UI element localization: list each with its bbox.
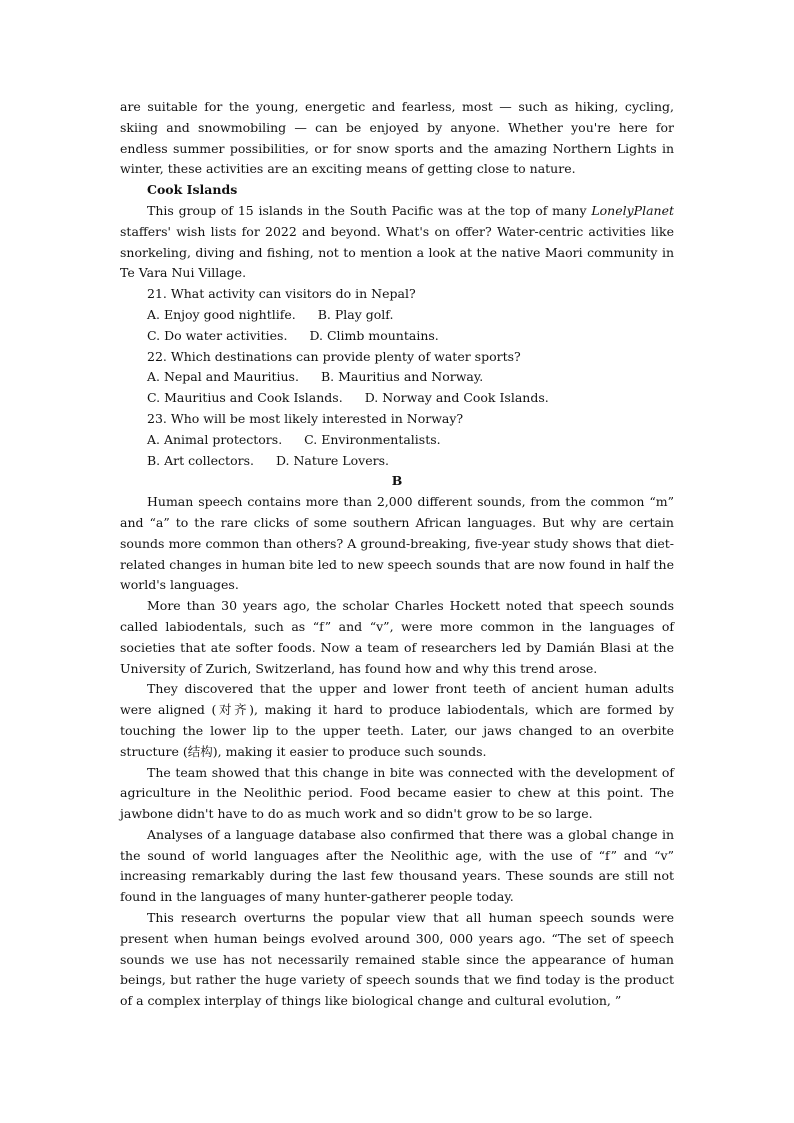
question-21-options-row-2 [120,326,674,347]
option[interactable]: B. Mauritius and Norway. [320,369,484,385]
option[interactable]: C. Mauritius and Cook Islands. [147,390,343,406]
option[interactable]: D. Nature Lovers. [275,452,389,468]
option[interactable]: D. Climb mountains. [309,327,439,343]
section-b-paragraph: This research overturns the popular view that all human speech sounds were present when human beings evolved around 300, 000 years ago. “The set of speech sounds we use has not necessarily remained stable since the appearance of human beings, but rather the huge variety of speech sounds that we find today is the product of a complex interplay of things like biological change and cultural evolution, ” [120,910,674,1009]
section-b-paragraph: Human speech contains more than 2,000 different sounds, from the common “m” and “a” to the rare clicks of some southern African languages. But why are certain sounds more common than others? A ground-breaking, five-year study shows that diet-related changes in human bite led to new speech sounds that are now found in half the world's languages. [120,494,674,593]
question-22-options-row-2 [120,388,674,409]
option[interactable]: A. Animal protectors. [147,431,283,447]
section-b-paragraph: They discovered that the upper and lower front teeth of ancient human adults were aligned (对齐), making it hard to produce labiodentals, which are formed by touching the lower lip to the upper teeth. Later, our jaws changed to an overbite structure (结构), making it easier to produce such sounds. [120,681,674,759]
question-23-options-row-1 [120,430,674,451]
section-b-label: B [391,473,403,489]
section-b-paragraph: More than 30 years ago, the scholar Charles Hockett noted that speech sounds called labiodentals, such as “f” and “v”, were more common in the languages of societies that ate softer foods. Now a team of researchers led by Damián Blasi at the University of Zurich, Switzerland, has found how and why this trend arose. [120,598,674,676]
question-23-options-row-2 [120,451,674,472]
question-22-stem: 22. Which destinations can provide plenty of water sports? [147,348,521,364]
cook-islands-heading: Cook Islands [147,182,238,198]
option[interactable]: B. Play golf. [317,306,394,322]
norway-paragraph-tail: are suitable for the young, energetic and fearless, most — such as hiking, cycling, skiing and snowmobiling — can be enjoyed by anyone. Whether you're here for endless summer possibilities, or for snow sports and the amazing Northern Lights in winter, these activities are an exciting means of getting close to nature. [120,99,674,177]
section-b-paragraph: The team showed that this change in bite was connected with the development of agriculture in the Neolithic period. Food became easier to chew at this point. The jawbone didn't have to do as much work and so didn't grow to be so large. [120,764,674,822]
section-b-paragraph: Analyses of a language database also confirmed that there was a global change in the sound of world languages after the Neolithic age, with the use of “f” and “v” increasing remarkably during the last few thousand years. These sounds are still not found in the languages of many hunter-gatherer people today. [120,826,674,905]
question-21-stem: 21. What activity can visitors do in Nepal? [147,286,416,302]
option[interactable]: A. Enjoy good nightlife. [147,306,296,322]
cook-islands-paragraph [120,201,674,284]
option[interactable]: A. Nepal and Mauritius. [147,369,299,385]
option[interactable]: D. Norway and Cook Islands. [364,390,549,406]
question-22-options-row-1 [120,367,674,388]
option[interactable]: C. Environmentalists. [304,431,441,447]
cook-islands-text-2: staffers' wish lists for 2022 and beyond. What's on offer? Water-centric activities like snorkeling, diving and fishing, not to mention a look at the native Maori community in Te Vara Nui Village. [120,223,674,281]
option[interactable]: B. Art collectors. [147,452,254,468]
question-23-stem: 23. Who will be most likely interested in Norway? [147,410,464,426]
question-21-options-row-1 [120,305,674,326]
page-content [120,97,674,1012]
option[interactable]: C. Do water activities. [147,327,288,343]
lonely-planet-italic: LonelyPlanet [591,202,674,218]
cook-islands-text-1: This group of 15 islands in the South Pacific was at the top of many [147,202,592,218]
